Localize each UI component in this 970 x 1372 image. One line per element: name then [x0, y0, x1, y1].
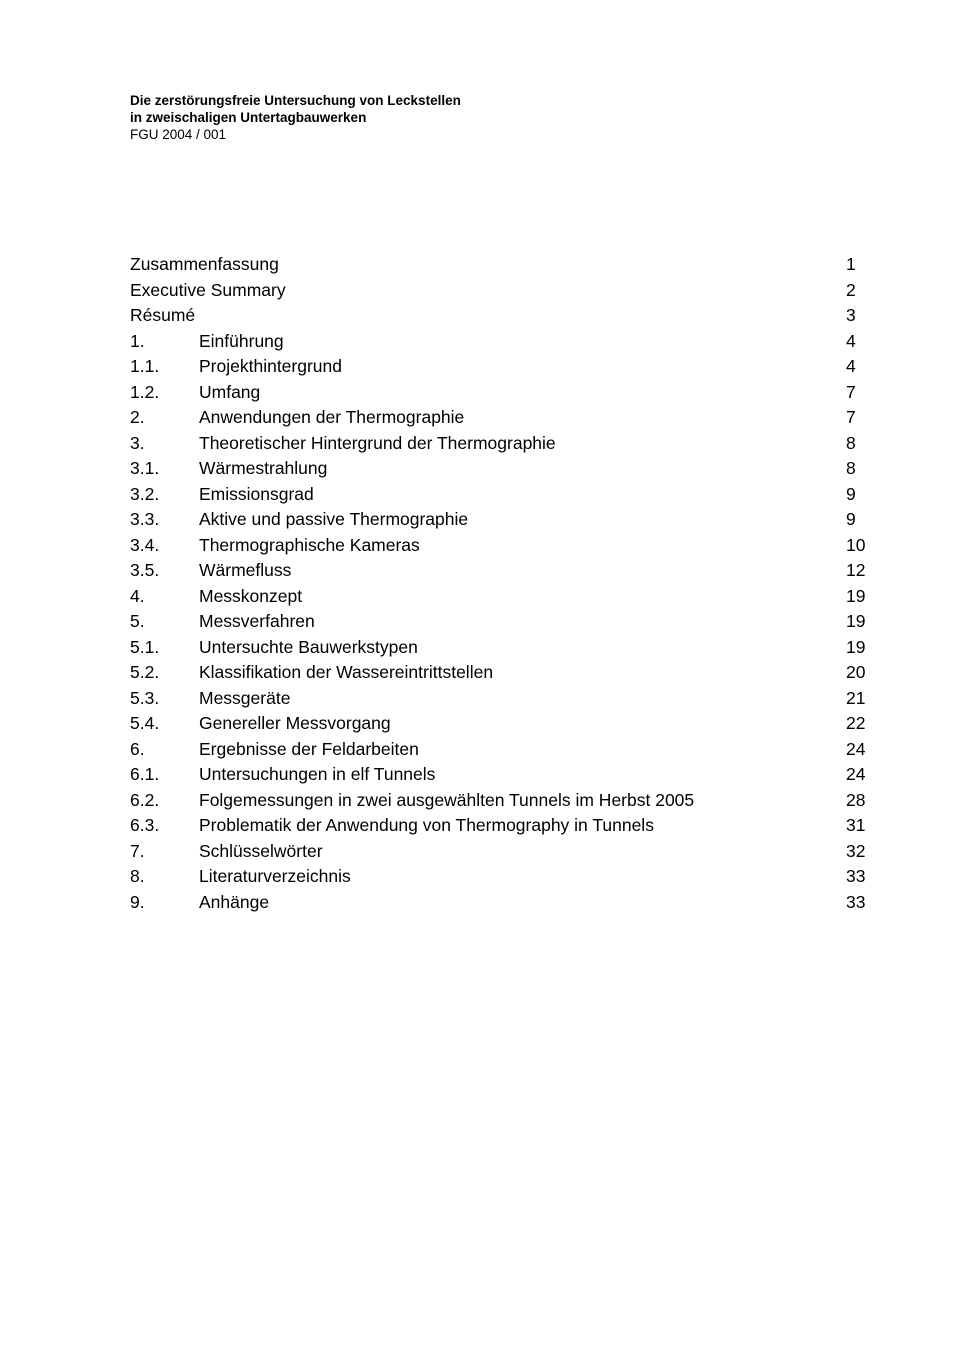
toc-entry	[130, 482, 870, 508]
toc-entry-page: 19	[846, 611, 866, 631]
toc-entry-page: 7	[846, 381, 856, 402]
toc-entry-title: Aktive und passive Thermographie	[199, 509, 469, 529]
toc-entry-number: 5.	[130, 611, 145, 631]
toc-entry-number: 3.	[130, 432, 145, 453]
toc-entry-title: Emissionsgrad	[199, 483, 314, 504]
toc-entry-title: Untersuchungen in elf Tunnels	[199, 764, 436, 784]
toc-entry-page: 19	[846, 636, 866, 657]
toc-entry-title: Literaturverzeichnis	[199, 866, 351, 886]
toc-entry-number: 9.	[130, 891, 145, 912]
toc-entry-title: Genereller Messvorgang	[199, 713, 391, 733]
toc-entry-page: 32	[846, 840, 866, 861]
toc-entry-title: Theoretischer Hintergrund der Thermographie	[199, 432, 556, 453]
toc-entry-page: 4	[846, 330, 856, 351]
toc-entry-page: 28	[846, 789, 866, 810]
toc-entry-number: 3.2.	[130, 483, 160, 504]
toc-entry-number: 3.3.	[130, 509, 160, 529]
toc-entry-title: Thermographische Kameras	[199, 534, 420, 555]
toc-entry-page: 31	[846, 815, 866, 835]
toc-entry-page: 19	[846, 585, 866, 606]
toc-entry-title: Untersuchte Bauwerkstypen	[199, 636, 418, 657]
toc-entry-title: Anhänge	[199, 891, 270, 912]
toc-entry-page: 22	[846, 713, 866, 733]
toc-entry-title: Schlüsselwörter	[199, 840, 323, 861]
toc-entry	[130, 839, 870, 865]
toc-entry-title: Klassifikation der Wassereintrittstellen	[199, 662, 494, 682]
toc-entry	[130, 813, 870, 839]
toc-entry	[130, 864, 870, 890]
toc-entry	[130, 405, 870, 431]
toc-entry-number: 5.4.	[130, 713, 160, 733]
document-header	[130, 92, 461, 143]
toc-entry-page: 10	[846, 534, 866, 555]
toc-entry-page: 7	[846, 407, 856, 427]
toc-entry-number: 6.2.	[130, 789, 160, 810]
toc-entry	[130, 252, 870, 278]
toc-entry-page: 24	[846, 738, 866, 759]
toc-entry-title: Messgeräte	[199, 687, 291, 708]
toc-entry-number: 7.	[130, 840, 145, 861]
toc-entry-number: 6.	[130, 738, 145, 759]
toc-entry-number: 3.4.	[130, 534, 160, 555]
toc-entry	[130, 354, 870, 380]
toc-entry-title: Wärmestrahlung	[199, 458, 328, 478]
toc-entry	[130, 329, 870, 355]
toc-entry-number: 2.	[130, 407, 145, 427]
toc-entry	[130, 533, 870, 559]
toc-entry-title: Zusammenfassung	[130, 254, 279, 274]
toc-entry-title: Executive Summary	[130, 279, 286, 300]
toc-entry	[130, 584, 870, 610]
toc-entry	[130, 431, 870, 457]
document-title-line-1: Die zerstörungsfreie Untersuchung von Leckstellen	[130, 93, 461, 108]
toc-entry-page: 9	[846, 509, 856, 529]
toc-entry	[130, 558, 870, 584]
toc-entry	[130, 737, 870, 763]
toc-entry-page: 24	[846, 764, 866, 784]
toc-entry-page: 8	[846, 458, 856, 478]
toc-entry	[130, 609, 870, 635]
toc-entry-title: Wärmefluss	[199, 560, 292, 580]
toc-entry-page: 33	[846, 866, 866, 886]
toc-entry	[130, 507, 870, 533]
toc-entry-number: 6.3.	[130, 815, 160, 835]
toc-entry-page: 8	[846, 432, 856, 453]
toc-entry-page: 9	[846, 483, 856, 504]
toc-entry	[130, 635, 870, 661]
toc-entry	[130, 890, 870, 916]
toc-entry-number: 8.	[130, 866, 145, 886]
toc-entry-number: 1.	[130, 330, 145, 351]
toc-entry-number: 5.3.	[130, 687, 160, 708]
toc-entry-page: 1	[846, 254, 856, 274]
toc-entry-title: Résumé	[130, 305, 196, 325]
toc-entry-number: 3.1.	[130, 458, 160, 478]
toc-entry-page: 20	[846, 662, 866, 682]
toc-entry	[130, 788, 870, 814]
toc-entry	[130, 380, 870, 406]
toc-entry-number: 5.1.	[130, 636, 160, 657]
toc-entry-title: Ergebnisse der Feldarbeiten	[199, 738, 419, 759]
toc-entry-title: Messkonzept	[199, 585, 303, 606]
toc-entry	[130, 303, 870, 329]
toc-entry-title: Umfang	[199, 381, 261, 402]
toc-entry-number: 5.2.	[130, 662, 160, 682]
toc-entry-title: Einführung	[199, 330, 284, 351]
toc-entry	[130, 686, 870, 712]
toc-entry-number: 3.5.	[130, 560, 160, 580]
toc-entry-page: 2	[846, 279, 856, 300]
toc-entry-page: 21	[846, 687, 866, 708]
toc-entry	[130, 762, 870, 788]
toc-entry-number: 1.2.	[130, 381, 160, 402]
toc-entry-title: Projekthintergrund	[199, 356, 342, 376]
toc-entry-page: 12	[846, 560, 866, 580]
toc-entry-page: 33	[846, 891, 866, 912]
toc-entry	[130, 278, 870, 304]
toc-entry	[130, 660, 870, 686]
toc-entry-title: Messverfahren	[199, 611, 315, 631]
table-of-contents	[130, 252, 870, 915]
toc-entry-page: 4	[846, 356, 856, 376]
toc-entry-title: Anwendungen der Thermographie	[199, 407, 465, 427]
toc-entry-title: Folgemessungen in zwei ausgewählten Tunnels im Herbst 2005	[199, 789, 695, 810]
toc-entry-page: 3	[846, 305, 856, 325]
toc-entry-number: 4.	[130, 585, 145, 606]
document-title-line-2: in zweischaligen Untertagbauwerken	[130, 110, 367, 125]
toc-entry	[130, 711, 870, 737]
toc-entry-number: 1.1.	[130, 356, 160, 376]
toc-entry-title: Problematik der Anwendung von Thermography in Tunnels	[199, 815, 654, 835]
report-id: FGU 2004 / 001	[130, 127, 227, 142]
toc-entry-number: 6.1.	[130, 764, 160, 784]
toc-entry	[130, 456, 870, 482]
